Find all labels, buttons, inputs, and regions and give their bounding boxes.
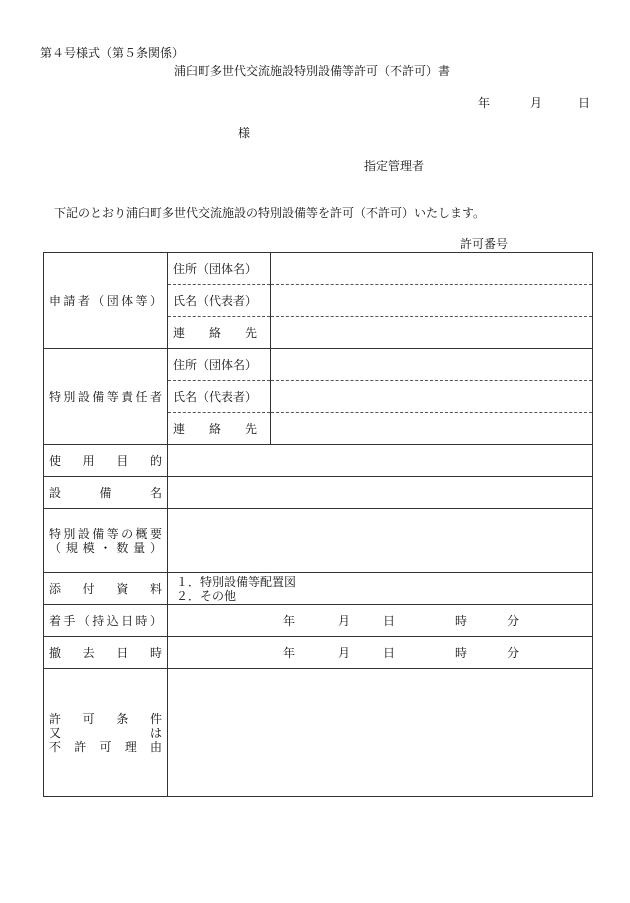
removal-label-cell [44, 637, 168, 669]
date-month-label: 月 [530, 96, 543, 110]
responsible-address-field[interactable] [271, 349, 593, 381]
purpose-row [44, 445, 593, 477]
removal-month-label: 月 [338, 645, 351, 660]
applicant-contact-field[interactable] [271, 317, 593, 349]
applicant-name-label: 氏名（代表者） [168, 285, 271, 317]
removal-datetime-row [44, 637, 593, 669]
start-datetime-row [44, 605, 593, 637]
equipment-field[interactable] [168, 477, 593, 509]
applicant-contact-label: 連 絡 先 [168, 317, 271, 349]
responsible-name-field[interactable] [271, 381, 593, 413]
removal-datetime-field[interactable] [168, 637, 593, 669]
overview-label-cell [44, 509, 168, 573]
applicant-label: 申請者（団体等） [49, 293, 162, 308]
applicant-address-label: 住所（団体名） [168, 253, 271, 285]
start-minute-label: 分 [507, 613, 520, 628]
date-year-label: 年 [478, 96, 491, 110]
permit-form-table [43, 252, 593, 797]
form-number: 第４号様式（第５条関係） [40, 46, 185, 60]
body-text: 下記のとおり浦臼町多世代交流施設の特別設備等を許可（不許可）いたします。 [54, 206, 486, 220]
overview-sublabel: （規模・数量） [49, 540, 162, 555]
equipment-label: 設 備 名 [49, 485, 162, 500]
conditions-label-line-1: 許 可 条 件 [49, 711, 162, 726]
responsible-label: 特別設備等責任者 [49, 389, 162, 404]
conditions-label-line-2: 又 は [49, 725, 162, 740]
document-title: 浦臼町多世代交流施設特別設備等許可（不許可）書 [174, 64, 451, 78]
attachments-row [44, 573, 593, 605]
start-day-label: 日 [383, 613, 396, 628]
start-label-cell [44, 605, 168, 637]
responsible-label-cell [44, 349, 168, 445]
equipment-label-cell [44, 477, 168, 509]
removal-datetime-label: 撤 去 日 時 [49, 645, 162, 660]
conditions-label-line-3: 不 許 可 理 由 [49, 739, 162, 754]
addressee-suffix: 様 [238, 126, 251, 140]
responsible-address-label: 住所（団体名） [168, 349, 271, 381]
attachments-list [168, 573, 593, 605]
start-month-label: 月 [338, 613, 351, 628]
attachments-label: 添 付 資 料 [49, 581, 162, 596]
conditions-row [44, 669, 593, 797]
attachment-item-1: １．特別設備等配置図 [176, 574, 297, 589]
issuer-label: 指定管理者 [364, 159, 425, 173]
equipment-row [44, 477, 593, 509]
start-hour-label: 時 [455, 613, 468, 628]
removal-minute-label: 分 [507, 645, 520, 660]
purpose-label: 使 用 目 的 [49, 453, 162, 468]
date-day-label: 日 [578, 96, 591, 110]
overview-label: 特別設備等の概要 [49, 526, 162, 541]
responsible-address-row [44, 349, 593, 381]
purpose-field[interactable] [168, 445, 593, 477]
responsible-contact-label: 連 絡 先 [168, 413, 271, 445]
removal-day-label: 日 [383, 645, 396, 660]
overview-field[interactable] [168, 509, 593, 573]
attachments-label-cell [44, 573, 168, 605]
responsible-contact-field[interactable] [271, 413, 593, 445]
conditions-field[interactable] [168, 669, 593, 797]
applicant-name-field[interactable] [271, 285, 593, 317]
responsible-name-label: 氏名（代表者） [168, 381, 271, 413]
applicant-address-field[interactable] [271, 253, 593, 285]
applicant-address-row [44, 253, 593, 285]
conditions-label-cell [44, 669, 168, 797]
start-datetime-field[interactable] [168, 605, 593, 637]
removal-year-label: 年 [283, 645, 296, 660]
removal-hour-label: 時 [455, 645, 468, 660]
applicant-label-cell [44, 253, 168, 349]
attachment-item-2: ２．その他 [176, 588, 237, 603]
purpose-label-cell [44, 445, 168, 477]
permit-number-label: 許可番号 [460, 237, 509, 251]
start-datetime-label: 着手（持込日時） [49, 613, 162, 628]
overview-row [44, 509, 593, 573]
start-year-label: 年 [283, 613, 296, 628]
